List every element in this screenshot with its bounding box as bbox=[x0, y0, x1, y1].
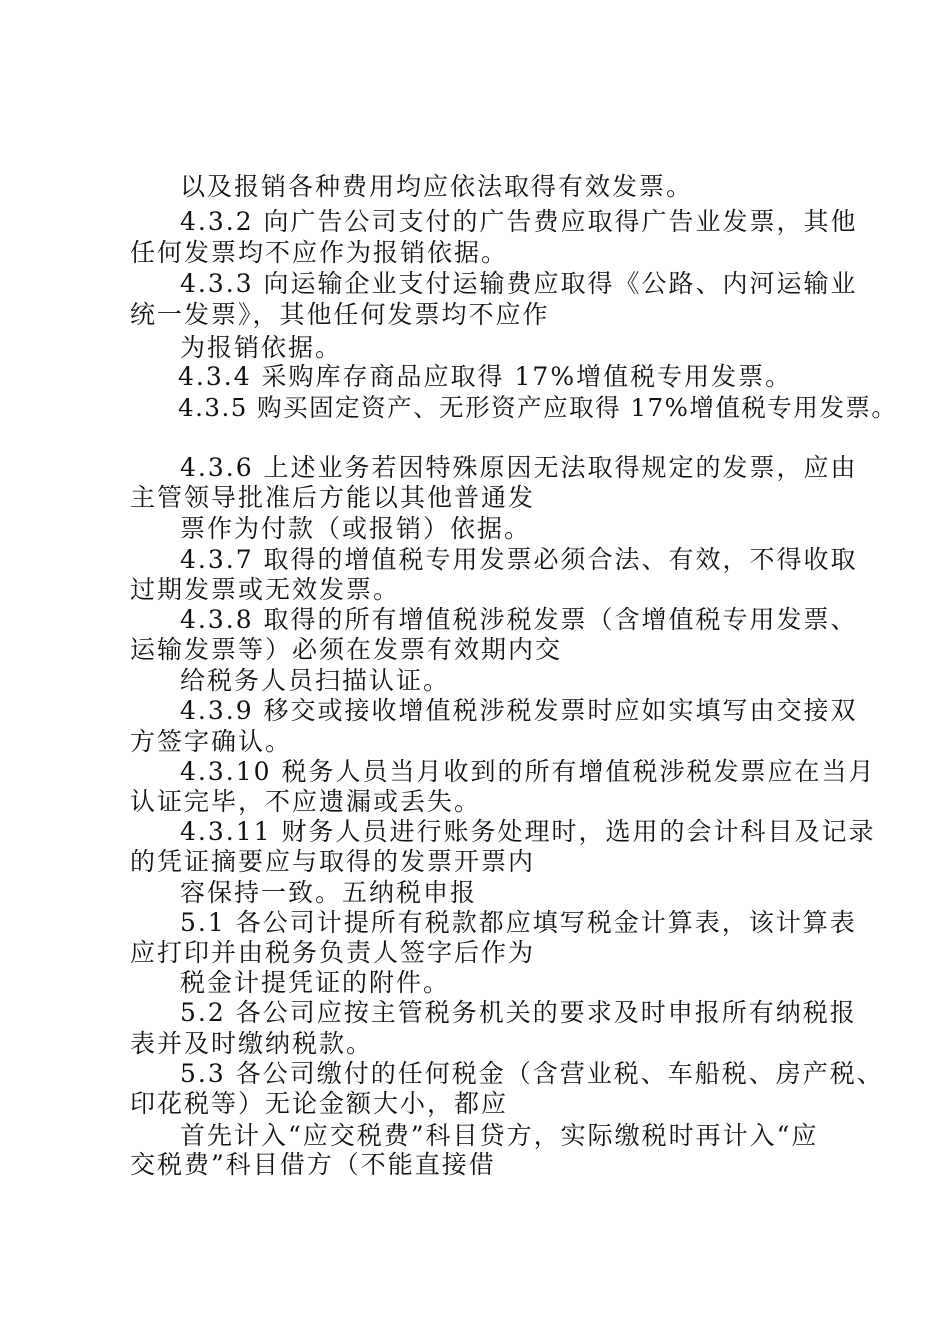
text-line: 4.3.2 向广告公司支付的广告费应取得广告业发票，其他 bbox=[180, 207, 858, 236]
text-line: 交税费”科目借方（不能直接借 bbox=[130, 1150, 496, 1179]
text-line: 任何发票均不应作为报销依据。 bbox=[130, 238, 509, 267]
text-line: 4.3.6 上述业务若因特殊原因无法取得规定的发票，应由 bbox=[180, 453, 858, 482]
text-line: 4.3.11 财务人员进行账务处理时，选用的会计科目及记录 bbox=[180, 817, 876, 846]
text-line: 4.3.4 采购库存商品应取得 17%增值税专用发票。 bbox=[178, 362, 793, 391]
text-line: 5.2 各公司应按主管税务机关的要求及时申报所有纳税报 bbox=[180, 998, 857, 1027]
text-line: 过期发票或无效发票。 bbox=[130, 575, 401, 604]
text-line: 统一发票》，其他任何发票均不应作 bbox=[130, 300, 550, 329]
text-line: 方签字确认。 bbox=[130, 727, 293, 756]
text-line: 认证完毕，不应遗漏或丢失。 bbox=[130, 787, 482, 816]
text-line: 4.3.7 取得的增值税专用发票必须合法、有效，不得收取 bbox=[180, 545, 858, 574]
text-line: 印花税等）无论金额大小，都应 bbox=[130, 1089, 509, 1118]
text-line: 的凭证摘要应与取得的发票开票内 bbox=[130, 847, 536, 876]
text-line: 4.3.8 取得的所有增值税涉税发票（含增值税专用发票、 bbox=[180, 605, 858, 634]
text-line: 为报销依据。 bbox=[180, 333, 343, 362]
text-line: 表并及时缴纳税款。 bbox=[130, 1029, 374, 1058]
text-line: 主管领导批准后方能以其他普通发 bbox=[130, 483, 536, 512]
text-line: 4.3.3 向运输企业支付运输费应取得《公路、内河运输业 bbox=[180, 269, 858, 298]
text-line: 应打印并由税务负责人签字后作为 bbox=[130, 938, 536, 967]
text-line: 税金计提凭证的附件。 bbox=[180, 968, 451, 997]
text-line: 运输发票等）必须在发票有效期内交 bbox=[130, 635, 563, 664]
text-line: 4.3.9 移交或接收增值税涉税发票时应如实填写由交接双 bbox=[180, 696, 858, 725]
text-line: 以及报销各种费用均应依法取得有效发票。 bbox=[180, 172, 694, 201]
text-line: 5.1 各公司计提所有税款都应填写税金计算表，该计算表 bbox=[180, 908, 857, 937]
text-line: 票作为付款（或报销）依据。 bbox=[180, 514, 532, 543]
text-line: 4.3.10 税务人员当月收到的所有增值税涉税发票应在当月 bbox=[180, 757, 876, 786]
text-line: 给税务人员扫描认证。 bbox=[180, 666, 451, 695]
text-line: 首先计入“应交税费”科目贷方，实际缴税时再计入“应 bbox=[180, 1121, 819, 1150]
text-line: 4.3.5 购买固定资产、无形资产应取得 17%增值税专用发票。 bbox=[178, 393, 898, 422]
text-line: 容保持一致。五纳税申报 bbox=[180, 878, 478, 907]
text-line: 5.3 各公司缴付的任何税金（含营业税、车船税、房产税、 bbox=[180, 1059, 884, 1088]
